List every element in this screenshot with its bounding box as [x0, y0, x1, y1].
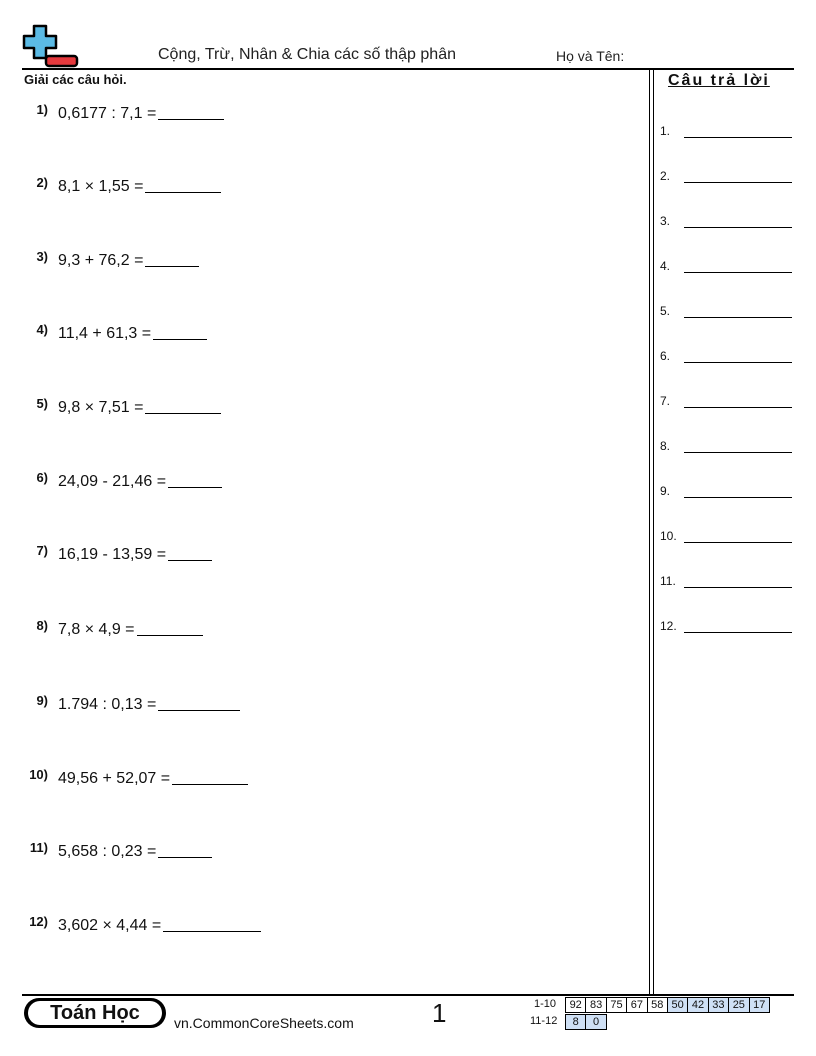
answer-line[interactable]	[684, 497, 792, 498]
question-number: 10)	[29, 767, 48, 782]
score-cell: 50	[667, 998, 687, 1013]
answer-line[interactable]	[684, 587, 792, 588]
score-cell: 75	[606, 998, 626, 1013]
plus-minus-logo-icon	[22, 24, 80, 68]
answer-line[interactable]	[684, 542, 792, 543]
answer-blank[interactable]	[145, 399, 221, 414]
answer-blank[interactable]	[145, 252, 199, 267]
question-number: 5)	[36, 396, 48, 411]
answer-number: 10.	[660, 529, 677, 543]
answer-blank[interactable]	[137, 621, 203, 636]
question-3	[24, 249, 199, 270]
question-11	[24, 840, 212, 861]
score-cell: 8	[566, 1015, 586, 1030]
question-text: 8,1 × 1,55 =	[58, 178, 144, 195]
answer-line[interactable]	[684, 272, 792, 273]
question-text: 24,09 - 21,46 =	[58, 473, 167, 490]
answer-number: 12.	[660, 619, 677, 633]
column-divider	[649, 68, 654, 994]
answer-number: 5.	[660, 304, 671, 318]
answer-line[interactable]	[684, 317, 792, 318]
question-text: 0,6177 : 7,1 =	[58, 105, 157, 122]
score-cell: 58	[647, 998, 667, 1013]
question-number: 1)	[36, 102, 48, 117]
question-text: 49,56 + 52,07 =	[58, 770, 171, 787]
answer-blank[interactable]	[145, 178, 221, 193]
score-cell: 42	[688, 998, 708, 1013]
footer-divider	[22, 994, 794, 996]
answers-title: Câu trả lời	[668, 72, 770, 89]
answer-line[interactable]	[684, 227, 792, 228]
score-cell: 17	[749, 998, 769, 1013]
question-7	[24, 543, 212, 564]
answer-line[interactable]	[684, 182, 792, 183]
question-text: 11,4 + 61,3 =	[58, 325, 152, 342]
answer-number: 4.	[660, 259, 671, 273]
answer-blank[interactable]	[158, 696, 240, 711]
question-text: 7,8 × 4,9 =	[58, 621, 135, 638]
question-number: 11)	[29, 840, 48, 855]
question-number: 3)	[36, 249, 48, 264]
answer-number: 2.	[660, 169, 671, 183]
score-row-label: 1-10	[534, 998, 557, 1010]
question-6	[24, 470, 222, 491]
name-label: Họ và Tên:	[556, 48, 625, 64]
question-number: 2)	[36, 175, 48, 190]
question-number: 7)	[36, 543, 48, 558]
score-table-row-1	[565, 997, 770, 1013]
answer-line[interactable]	[684, 407, 792, 408]
instructions: Giải các câu hỏi.	[24, 72, 127, 87]
answer-blank[interactable]	[168, 546, 212, 561]
answer-blank[interactable]	[168, 473, 222, 488]
worksheet-title: Cộng, Trừ, Nhân & Chia các số thập phân	[158, 46, 456, 63]
answer-number: 9.	[660, 484, 671, 498]
question-number: 9)	[36, 693, 48, 708]
answer-blank[interactable]	[172, 770, 248, 785]
website-link[interactable]: vn.CommonCoreSheets.com	[174, 1015, 354, 1031]
question-9	[24, 693, 240, 714]
answer-blank[interactable]	[158, 105, 224, 120]
question-number: 8)	[36, 618, 48, 633]
answer-number: 7.	[660, 394, 671, 408]
score-cell: 33	[708, 998, 728, 1013]
question-text: 3,602 × 4,44 =	[58, 917, 162, 934]
question-text: 9,3 + 76,2 =	[58, 252, 144, 269]
answer-line[interactable]	[684, 362, 792, 363]
question-2	[24, 175, 221, 196]
question-text: 5,658 : 0,23 =	[58, 843, 157, 860]
answer-blank[interactable]	[158, 843, 212, 858]
subject-badge	[24, 998, 166, 1028]
answer-number: 1.	[660, 124, 671, 138]
answer-number: 3.	[660, 214, 671, 228]
question-1	[24, 102, 224, 123]
question-text: 9,8 × 7,51 =	[58, 399, 144, 416]
question-text: 1.794 : 0,13 =	[58, 696, 157, 713]
question-number: 4)	[36, 322, 48, 337]
question-text: 16,19 - 13,59 =	[58, 546, 167, 563]
question-4	[24, 322, 207, 343]
answer-line[interactable]	[684, 632, 792, 633]
score-cell: 83	[586, 998, 606, 1013]
question-number: 6)	[36, 470, 48, 485]
score-table-row-2	[565, 1014, 607, 1030]
answer-blank[interactable]	[163, 917, 261, 932]
answer-number: 8.	[660, 439, 671, 453]
answer-line[interactable]	[684, 137, 792, 138]
header-divider	[22, 68, 794, 70]
score-cell: 25	[729, 998, 749, 1013]
answer-line[interactable]	[684, 452, 792, 453]
question-5	[24, 396, 221, 417]
question-number: 12)	[29, 914, 48, 929]
score-cell: 0	[586, 1015, 606, 1030]
score-row-label: 11-12	[530, 1015, 558, 1027]
answer-number: 11.	[660, 574, 676, 588]
score-cell: 92	[566, 998, 586, 1013]
answer-number: 6.	[660, 349, 671, 363]
subject-badge-label: Toán Học	[28, 1001, 162, 1025]
answer-blank[interactable]	[153, 325, 207, 340]
question-12	[24, 914, 261, 935]
question-8	[24, 618, 203, 639]
question-10	[24, 767, 248, 788]
page-number: 1	[432, 998, 447, 1028]
score-cell: 67	[627, 998, 647, 1013]
